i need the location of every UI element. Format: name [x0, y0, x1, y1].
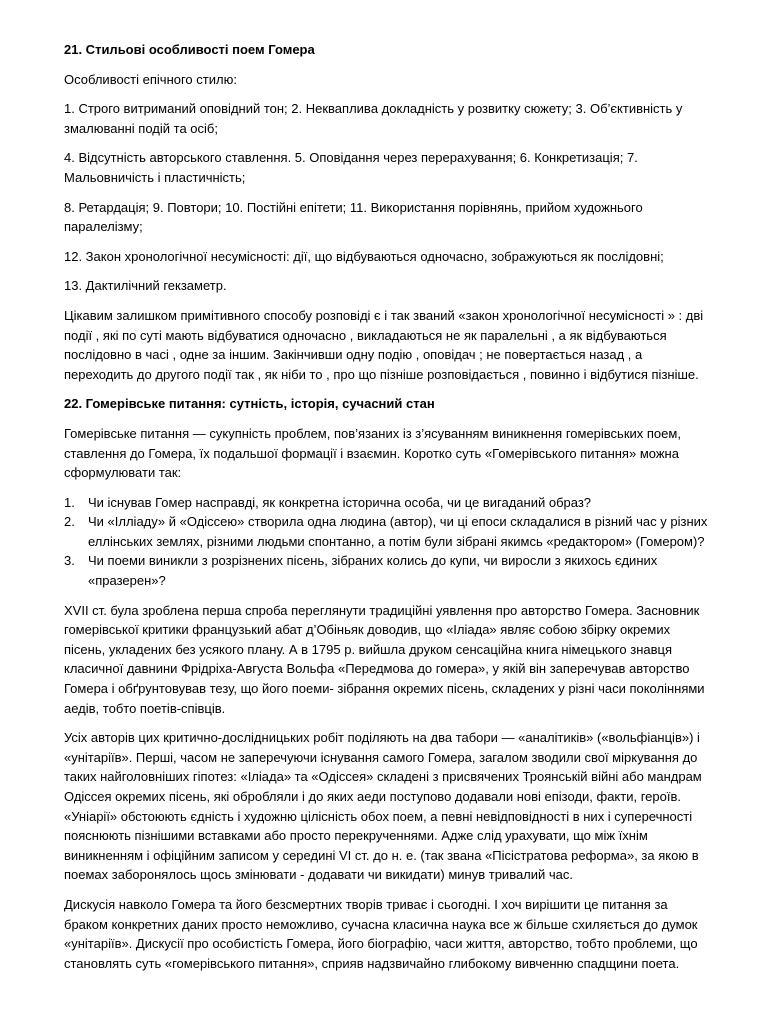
- homeric-questions-list: [64, 493, 714, 591]
- list-item: [64, 493, 714, 513]
- list-item-text: Чи «Іллiаду» й «Одіссею» створила одна людина (автор), чи ці епоси складалися в різний час у різних еллінських землях, різними людьми спонтанно, а потім були зібрані якимсь «редактором» (Гомером)?: [88, 514, 708, 549]
- document-page: [64, 40, 714, 983]
- epic-feature-paragraph: 8. Ретардація; 9. Повтори; 10. Постійні епітети; 11. Використання порівнянь, прийом художнього паралелізму;: [64, 199, 643, 235]
- list-item-number: 1.: [64, 494, 75, 510]
- history-paragraph: XVII ст. була зроблена перша спроба переглянути традиційні уявлення про авторство Гомера. Засновник гомерівської критики французький абат д’Обіньяк доводив, що «Іліада» являє собою збірку окремих пісень, укладених без усякого плану. А в 1795 р. вийшла друком сенсаційна книга німецького знавця класичної давнини Фрідріха-Августа Вольфа «Передмова до гомера», у якій він заперечував авторство Гомера і обґрунтовував тезу, що його поеми- зібрання окремих пісень, складених у різні часи поколіннями аедів, тобто поетів-співців.: [64, 602, 705, 716]
- list-item: [64, 512, 714, 551]
- epic-style-intro: Особливості епічного стилю:: [64, 71, 237, 87]
- epic-feature-paragraph: 1. Строго витриманий оповідний тон; 2. Неквапливa докладність у розвитку сюжету; 3. Об’єктивність у змалюванні подій та осіб;: [64, 101, 683, 136]
- list-item-text: Чи поеми виникли з розрізнених пісень, зібраних колись до купи, чи виросли з якихось єдиних «празерен»?: [88, 553, 658, 589]
- camps-paragraph: Усіх авторів цих критично-дослідницьких робіт поділяють на два табори — «аналітиків» («вольфіанців») і «унітаріїв». Перші, часом не заперечуючи існування самого Гомера, загалом зводили свої міркування до таких найголовніших гіпотез: «Іліада» та «Одіссея» складені з присвячених Троянській війні або мандрам Одіссея окремих пісень, які обробляли і до яких аеди поступово додавали нові епізоди, факти, героїв. «Уніарії» обстоюють єдність і художню цілісність обох поем, а певні невідповідності в них і суперечності пояснюють пізнішими вставками або просто перекрученнями. Адже слід урахувати, що між їхнім виникненням і офіційним записом у середині VI ст. до н. е. (так звана «Пісістратова реформа», за якою в поемах заборонялось щось змінювати - додавати чи викидати) минув тривалий час.: [64, 730, 702, 883]
- list-item-text: Чи існував Гомер насправді, як конкретна історична особа, чи це вигаданий образ?: [88, 494, 592, 510]
- conclusion-paragraph: Дискусія навколо Гомера та його безсмертних творів триває і сьогодні. І хоч вирішити це питання за браком конкретних даних просто неможливо, сучасна класична наука все ж більше схиляється до думок «унітаріїв». Дискусії про особистість Гомера, його біографію, часи життя, авторство, тобто проблеми, що становлять суть «гомерівського питання», сприяв надзвичайно глибокому вивченню спадщини поета.: [64, 896, 698, 971]
- epic-feature-paragraph: 4. Відсутність авторського ставлення. 5. Оповідання через перерахування; 6. Конкретизація; 7. Мальовничість і пластичність;: [64, 150, 638, 185]
- homeric-question-intro: Гомерівське питання — сукупність проблем, пов’язаних із з’ясуванням виникнення гомерівських поем, ставлення до Гомера, їх подальшої формації і взаємин. Коротко суть «Гомерівського питання» можна сформулювати так:: [64, 425, 681, 481]
- list-item-number: 3.: [64, 553, 75, 569]
- section-22-heading: 22. Гомерівське питання: сутність, історія, сучасний стан: [64, 396, 435, 412]
- section-21-heading: 21. Стильові особливості поем Гомера: [64, 42, 315, 57]
- chronology-law-paragraph: Цікавим залишком примітивного способу розповіді є і так званий «закон хронологічної несумісності » : дві події , які по суті мають відбуватися одночасно , викладаються не як паралельні , а як відбуваються послідовно в часі , одне за іншим. Закінчивши одну подію , оповідач ; не повертається назад , а переходить до другого події так , як ніби то , про що пізніше розповідається , повинно і відбутися пізніше.: [64, 307, 704, 382]
- epic-feature-paragraph: 12. Закон хронологічної несумісності: дії, що відбуваються одночасно, зображуються як послідовні;: [64, 248, 664, 264]
- epic-feature-paragraph: 13. Дактилічний гекзаметр.: [64, 278, 227, 294]
- list-item: [64, 551, 714, 590]
- list-item-number: 2.: [64, 514, 75, 530]
